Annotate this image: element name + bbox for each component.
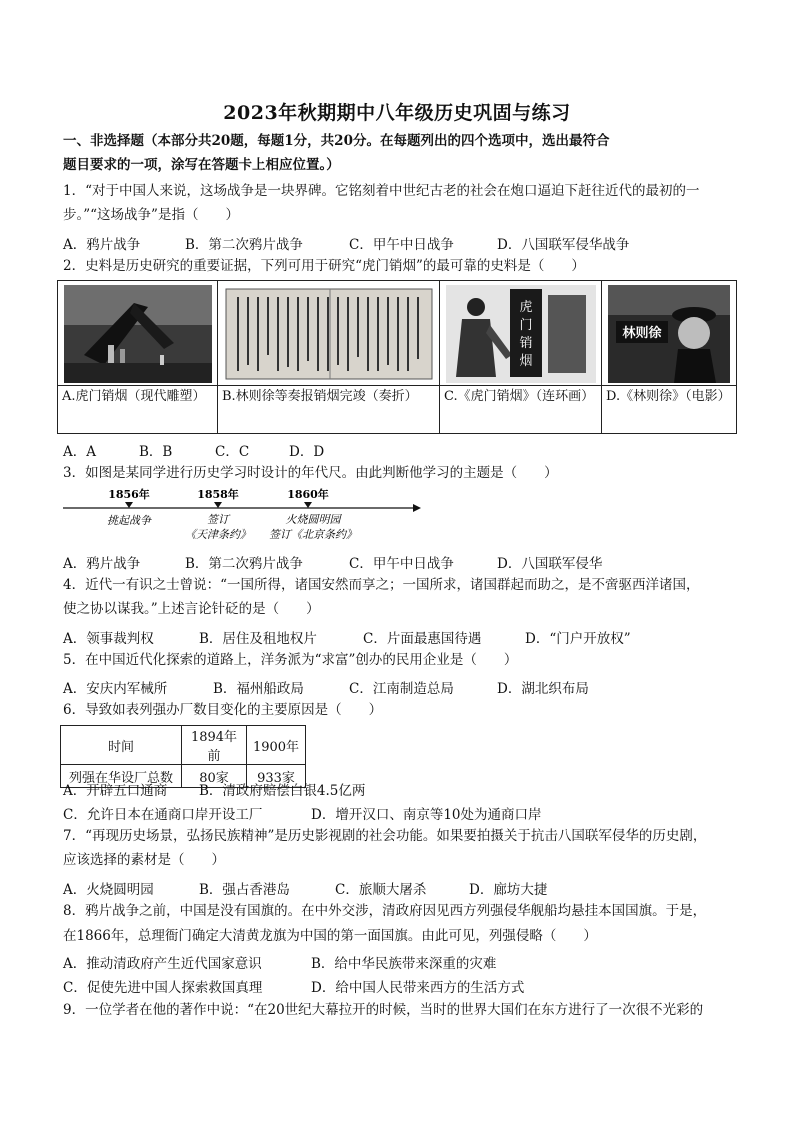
table-header-cell: 1900年 xyxy=(247,726,306,765)
section-heading-line2: 题目要求的一项，涂写在答题卡上相应位置。） xyxy=(63,157,340,173)
timeline-marker-1860 xyxy=(304,502,312,508)
q5-option-d[interactable]: D．湖北织布局 xyxy=(497,681,589,697)
q8-option-b[interactable]: B．给中华民族带来深重的灾难 xyxy=(311,956,497,972)
comic-title-char-3: 销 xyxy=(519,336,533,351)
q5-option-a[interactable]: A．安庆内军械所 xyxy=(63,681,168,697)
film-title-text: 林则徐 xyxy=(622,326,662,341)
q4-stem-line2: 使之协以谋我。”上述言论针砭的是（ ） xyxy=(63,601,320,617)
q4-option-d[interactable]: D．“门户开放权” xyxy=(525,631,631,647)
section-heading-line1: 一、非选择题（本部分共20题，每题1分，共20分。在每题列出的四个选项中，选出最符合 xyxy=(63,133,610,149)
q6-option-a[interactable]: A．开辟五口通商 xyxy=(63,783,168,799)
timeline-event-1860-a: 火烧圆明园 xyxy=(285,513,341,526)
comic-cover-image xyxy=(446,285,596,383)
q1-stem-line1: 1．“对于中国人来说，这场战争是一块界碑。它铭刻着中世纪古老的社会在炮口逼迫下赶往近代的最初的一 xyxy=(63,183,700,199)
q2-option-c[interactable]: C．C xyxy=(215,444,250,460)
q2-stem: 2．史料是历史研究的重要证据，下列可用于研究“虎门销烟”的最可靠的史料是（ ） xyxy=(63,258,585,274)
table-header-cell: 1894年前 xyxy=(182,726,247,765)
q3-option-c[interactable]: C．甲午中日战争 xyxy=(349,556,454,572)
q8-option-c[interactable]: C．促使先进中国人探索救国真理 xyxy=(63,980,263,996)
q1-option-d[interactable]: D．八国联军侵华战争 xyxy=(497,237,630,253)
table-header-row xyxy=(61,726,306,765)
timeline-event-1860-b: 签订《北京条约》 xyxy=(269,528,357,541)
q3-option-b[interactable]: B．第二次鸦片战争 xyxy=(185,556,303,572)
q2-caption-a: A.虎门销烟（现代雕塑） xyxy=(62,389,206,404)
q8-stem-line1: 8．鸦片战争之前，中国是没有国旗的。在中外交涉，清政府因见西方列强侵华舰船均悬挂本国国旗。于是， xyxy=(63,903,707,919)
q2-option-b[interactable]: B．B xyxy=(139,444,173,460)
comic-title-char-4: 烟 xyxy=(519,354,533,369)
q2-caption-b: B.林则徐等奏报销烟完竣（奏折） xyxy=(222,389,418,404)
table-cell: 933家 xyxy=(247,765,306,788)
film-poster-image xyxy=(608,285,730,383)
q4-option-c[interactable]: C．片面最惠国待遇 xyxy=(363,631,482,647)
comic-title-char-1: 虎 xyxy=(519,300,533,315)
table-header-cell: 时间 xyxy=(61,726,182,765)
timeline-marker-1858 xyxy=(214,502,222,508)
q7-option-a[interactable]: A．火烧圆明园 xyxy=(63,882,154,898)
page-title: 2023年秋期期中八年级历史巩固与练习 xyxy=(223,102,571,124)
q8-option-d[interactable]: D．给中国人民带来西方的生活方式 xyxy=(311,980,525,996)
q8-stem-line2: 在1866年，总理衙门确定大清黄龙旗为中国的第一面国旗。由此可见，列强侵略（ ） xyxy=(63,928,597,944)
q2-caption-d: D.《林则徐》（电影） xyxy=(606,389,731,404)
q7-stem-line2: 应该选择的素材是（ ） xyxy=(63,852,225,868)
q6-option-b[interactable]: B．清政府赔偿白银4.5亿两 xyxy=(199,783,366,799)
timeline-event-1858-a: 签订 xyxy=(207,513,229,526)
q6-option-c[interactable]: C．允许日本在通商口岸开设工厂 xyxy=(63,807,263,823)
q4-option-a[interactable]: A．领事裁判权 xyxy=(63,631,154,647)
q7-option-c[interactable]: C．旅顺大屠杀 xyxy=(335,882,427,898)
q8-option-a[interactable]: A．推动清政府产生近代国家意识 xyxy=(63,956,262,972)
timeline-event-1856: 挑起战争 xyxy=(107,514,151,527)
q7-option-b[interactable]: B．强占香港岛 xyxy=(199,882,290,898)
table-cell: 80家 xyxy=(182,765,247,788)
q6-stem: 6．导致如表列强办厂数目变化的主要原因是（ ） xyxy=(63,702,383,718)
q2-cell-c xyxy=(440,281,602,433)
timeline-year-1858: 1858年 xyxy=(197,488,239,501)
q3-option-a[interactable]: A．鸦片战争 xyxy=(63,556,141,572)
q5-stem: 5．在中国近代化探索的道路上，洋务派为“求富”创办的民用企业是（ ） xyxy=(63,652,518,668)
q1-option-c[interactable]: C．甲午中日战争 xyxy=(349,237,454,253)
q2-image-table xyxy=(57,280,737,434)
q3-option-d[interactable]: D．八国联军侵华 xyxy=(497,556,603,572)
q2-cell-a xyxy=(58,281,218,433)
q1-stem-line2: 步。”“这场战争”是指（ ） xyxy=(63,207,239,223)
q7-stem-line1: 7．“再现历史场景，弘扬民族精神”是历史影视剧的社会功能。如果要拍摄关于抗击八国联军侵华的历史剧， xyxy=(63,828,707,844)
timeline-year-1856: 1856年 xyxy=(108,488,150,501)
q4-option-b[interactable]: B．居住及租地权片 xyxy=(199,631,317,647)
sculpture-photo xyxy=(64,285,212,383)
comic-title-char-2: 门 xyxy=(519,318,533,333)
timeline-year-1860: 1860年 xyxy=(287,488,329,501)
timeline-event-1858-b: 《天津条约》 xyxy=(185,528,251,541)
q5-option-b[interactable]: B．福州船政局 xyxy=(213,681,304,697)
q6-option-d[interactable]: D．增开汉口、南京等10处为通商口岸 xyxy=(311,807,542,823)
q1-option-a[interactable]: A．鸦片战争 xyxy=(63,237,141,253)
q2-option-a[interactable]: A．A xyxy=(63,444,96,460)
timeline-arrow-icon xyxy=(413,504,421,512)
table-cell: 列强在华设厂总数 xyxy=(61,765,182,788)
q2-cell-d xyxy=(602,281,736,433)
q4-stem-line1: 4．近代一有识之士曾说：“一国所得，诸国安然而享之；一国所求，诸国群起而助之，是不啻驱西洋诸国， xyxy=(63,577,700,593)
timeline-marker-1856 xyxy=(125,502,133,508)
q2-cell-b xyxy=(218,281,440,433)
q2-caption-c: C.《虎门销烟》（连环画） xyxy=(444,389,595,404)
q7-option-d[interactable]: D．廊坊大捷 xyxy=(469,882,548,898)
q1-option-b[interactable]: B．第二次鸦片战争 xyxy=(185,237,303,253)
q2-option-d[interactable]: D．D xyxy=(289,444,325,460)
memorial-document-image xyxy=(224,285,434,383)
q5-option-c[interactable]: C．江南制造总局 xyxy=(349,681,454,697)
q3-stem: 3．如图是某同学进行历史学习时设计的年代尺。由此判断他学习的主题是（ ） xyxy=(63,465,558,481)
q3-timeline xyxy=(63,483,423,543)
q9-stem-line1: 9．一位学者在他的著作中说：“在20世纪大幕拉开的时候，当时的世界大国们在东方进行了一次很不光彩的 xyxy=(63,1002,704,1018)
